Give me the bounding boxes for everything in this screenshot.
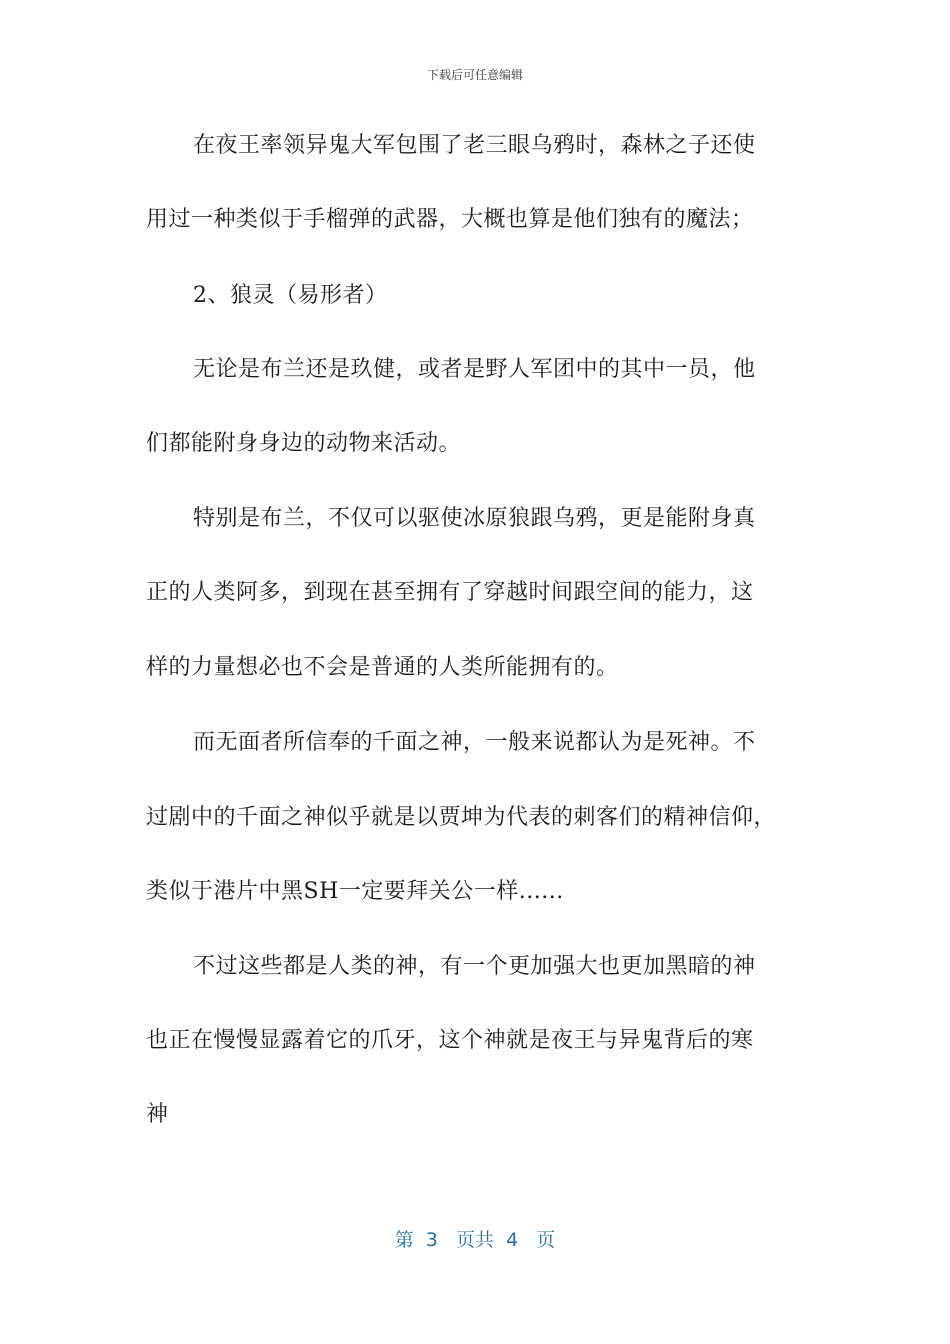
body-line-4: 无论是布兰还是玖健，或者是野人军团中的其中一员，他 bbox=[193, 357, 756, 382]
body-line-11: 类似于港片中黑SH一定要拜关公一样...... bbox=[146, 879, 564, 904]
body-line-12: 不过这些都是人类的神，有一个更加强大也更加黑暗的神 bbox=[193, 954, 756, 979]
body-line-8: 样的力量想必也不会是普通的人类所能拥有的。 bbox=[146, 655, 619, 680]
section-heading: 2、狼灵（易形者） bbox=[193, 283, 388, 308]
body-line-2: 用过一种类似于手榴弹的武器，大概也算是他们独有的魔法； bbox=[146, 207, 754, 232]
body-line-5: 们都能附身身边的动物来活动。 bbox=[146, 431, 462, 456]
header-note: 下载后可任意编辑 bbox=[426, 68, 523, 82]
body-line-13: 也正在慢慢显露着它的爪牙，这个神就是夜王与异鬼背后的寒 bbox=[146, 1028, 754, 1053]
page-number-footer: 第 3 页共 4 页 bbox=[394, 1229, 556, 1251]
body-line-9: 而无面者所信奉的千面之神，一般来说都认为是死神。不 bbox=[193, 730, 756, 755]
body-line-6: 特别是布兰，不仅可以驱使冰原狼跟乌鸦，更是能附身真 bbox=[193, 506, 756, 531]
body-line-7: 正的人类阿多，到现在甚至拥有了穿越时间跟空间的能力，这 bbox=[146, 580, 754, 605]
body-line-14: 神 bbox=[146, 1102, 169, 1127]
body-line-10: 过剧中的千面之神似乎就是以贾坤为代表的刺客们的精神信仰， bbox=[146, 805, 777, 830]
body-line-1: 在夜王率领异鬼大军包围了老三眼乌鸦时，森林之子还使 bbox=[193, 133, 756, 158]
